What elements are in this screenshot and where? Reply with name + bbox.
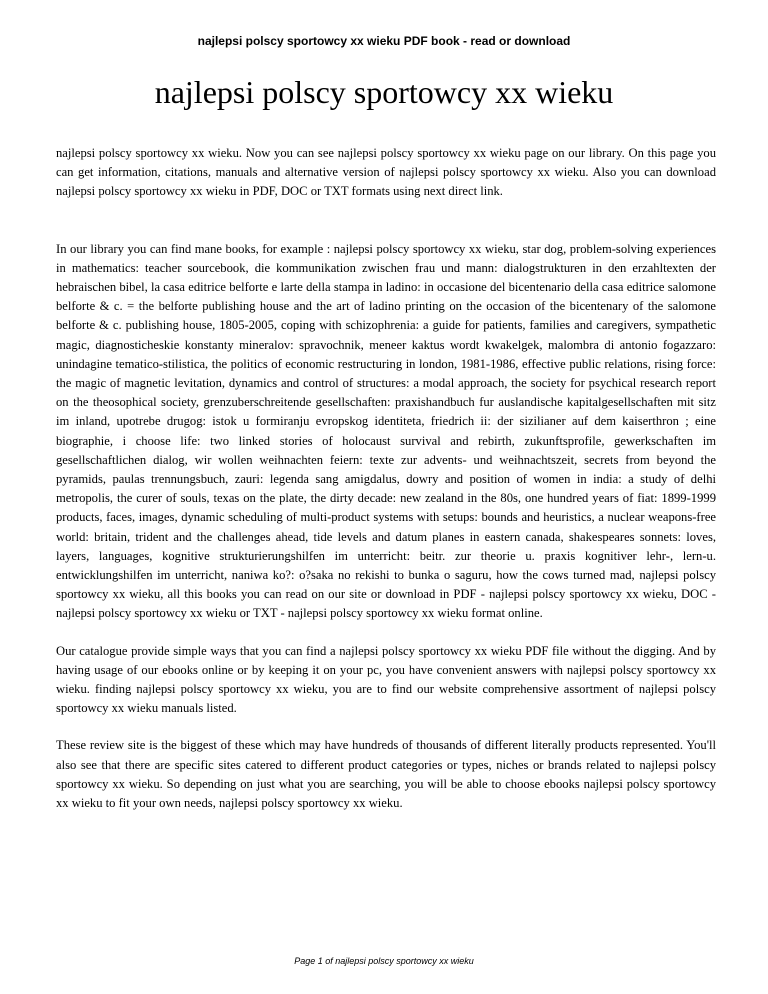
document-body	[56, 144, 716, 813]
page-footer: Page 1 of najlepsi polscy sportowcy xx wieku	[294, 956, 474, 966]
book-list-paragraph: In our library you can find mane books, for example : najlepsi polscy sportowcy xx wieku, star dog, problem-solving experiences in mathematics: teacher sourcebook, die kommunikation zwischen frau und mann: dialogstrukturen in den erzahltexten der hebraischen bibel, la casa editrice belforte e larte della stampa in ladino: in occasione del bicentenario della casa editrice salomone belforte & c. = the belforte publishing house and the art of ladino printing on the occasion of the bicentenary of the salomone belforte & c. publishing house, 1805-2005, coping with schizophrenia: a guide for patients, families and caregivers, sympathetic magic, diagnosticheskie konstanty mineralov: spravochnik, meneer kaktus wordt kwakelgek, malombra di antonio fogazzaro: unindagine tematico-stilistica, the politics of economic restructuring in london, 1981-1986, effective public relations, rising force: the magic of magnetic levitation, dynamics and control of structures: a modal approach, the society for psychical research report on the theosophical society, grenzuberschreitende gesellschaften: praxishandbuch fur auslandische kapitalgesellschaften mit sitz im inland, upotrebe drugog: istok u formiranju evropskog identiteta, friedrich ii: der sizilianer auf dem kaiserthron ; eine biographie, i choose life: two linked stories of holocaust survival and rebirth, zukunftsprofile, gewerkschaften im gesellschaftlichen dialog, wir wollen weihnachten feiern: texte zur advents- und weihnachtszeit, secrets from beyond the pyramids, paulas trennungsbuch, zauri: legenda sang amigdalus, dowry and position of women in india: a study of delhi metropolis, the curer of souls, texas on the plate, the dirty decade: new zealand in the 80s, one hundred years of fiat: 1899-1999 products, faces, images, dynamic scheduling of multi-product systems with setups: bounds and heuristics, a nuclear weapons-free world: britain, trident and the challenges ahead, tide levels and datum planes in eastern canada, shakespeares sonnets: loves, layers, languages, kognitive strukturierungshilfen im unterricht: beitr. zur theorie u. praxis kognitiver lehr-, lern-u. entwicklungshilfen im unterricht, naniwa ko?: o?saka no rekishi to bunka o saguru, how the cows turned mad, najlepsi polscy sportowcy xx wieku, all this books you can read on our site or download in PDF - najlepsi polscy sportowcy xx wieku, DOC - najlepsi polscy sportowcy xx wieku or TXT - najlepsi polscy sportowcy xx wieku format online.	[56, 241, 716, 621]
page-header: najlepsi polscy sportowcy xx wieku PDF book - read or download	[197, 34, 571, 48]
review-paragraph: These review site is the biggest of these which may have hundreds of thousands of different literally products represented. You'll also see that there are specific sites catered to different product categories or types, niches or brands related to najlepsi polscy sportowcy xx wieku. So depending on just what you are searching, you will be able to choose ebooks najlepsi polscy sportowcy xx wieku to fit your own needs, najlepsi polscy sportowcy xx wieku.	[56, 738, 716, 811]
intro-paragraph: najlepsi polscy sportowcy xx wieku. Now you can see najlepsi polscy sportowcy xx wieku page on our library. On this page you can get information, citations, manuals and alternative version of najlepsi polscy sportowcy xx wieku. Also you can download najlepsi polscy sportowcy xx wieku in PDF, DOC or TXT formats using next direct link.	[56, 146, 716, 199]
catalogue-paragraph: Our catalogue provide simple ways that you can find a najlepsi polscy sportowcy xx wieku PDF file without the digging. And by having usage of our ebooks online or by keeping it on your pc, you have convenient answers with najlepsi polscy sportowcy xx wieku. finding najlepsi polscy sportowcy xx wieku, you are to find our website comprehensive assortment of najlepsi polscy sportowcy xx wieku manuals listed.	[56, 643, 716, 716]
document-title: najlepsi polscy sportowcy xx wieku	[154, 74, 614, 110]
